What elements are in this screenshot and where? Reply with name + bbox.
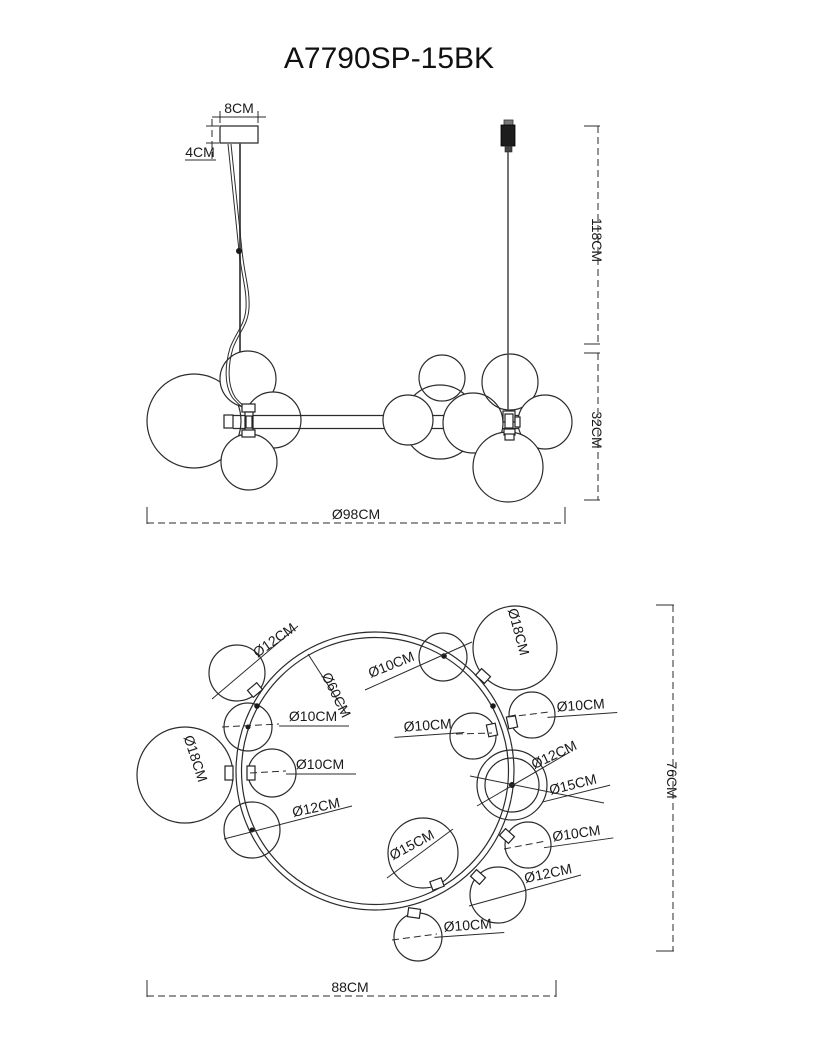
cable-grip: [501, 120, 515, 152]
ball-label-text: Ø10CM: [556, 695, 606, 715]
ball-label: [546, 695, 617, 718]
page-title: A7790SP-15BK: [283, 42, 495, 75]
grip-nipple: [505, 146, 512, 152]
leader-line-dashed: [392, 934, 437, 940]
clamp: [476, 669, 491, 684]
hub-cap: [505, 434, 514, 440]
attachment-dot: [490, 703, 496, 709]
ball-label-text: Ø10CM: [288, 708, 338, 724]
hub-cap: [242, 430, 255, 437]
hub-flange: [515, 417, 520, 427]
ball-label-text: Ø10CM: [295, 756, 345, 772]
dimension-plan-width: [147, 979, 556, 997]
clamp: [430, 878, 444, 891]
dimension-canopy-width: [212, 100, 266, 123]
clamp: [248, 683, 263, 698]
ball-label: [393, 715, 464, 738]
glass-ball: [473, 432, 543, 502]
grip-body: [501, 125, 515, 146]
ball-label-text: Ø10CM: [403, 715, 453, 735]
side-view: [147, 100, 605, 524]
dimension-label: 76CM: [664, 761, 680, 799]
clamp: [500, 829, 515, 844]
ball-label: [433, 915, 504, 938]
ball-label-text: Ø12CM: [522, 860, 574, 886]
hub-inner: [246, 416, 252, 428]
ball-label-text: Ø12CM: [290, 794, 342, 820]
ball-label-text: Ø15CM: [386, 826, 437, 863]
ball-label: [542, 820, 614, 848]
ball-label-text: Ø12CM: [249, 619, 299, 661]
dimension-label: 4CM: [185, 144, 215, 160]
dimension-label: 8CM: [224, 100, 254, 116]
leader-lines: [212, 626, 604, 940]
glass-ball: [221, 434, 277, 490]
ball-label-text: Ø10CM: [551, 821, 602, 845]
ball-label: [529, 737, 579, 772]
hub-inner: [505, 414, 513, 428]
ball-label: [387, 826, 437, 863]
dimension-plan-height: [656, 605, 680, 951]
ball-label: [250, 620, 299, 661]
dimension-label: Ø98CM: [331, 506, 381, 522]
wire-knot: [236, 248, 242, 254]
ball-label: [505, 606, 533, 657]
glass-ball-plan: [505, 822, 551, 868]
ball-label: [181, 733, 211, 784]
dimension-suspension-height: [584, 126, 605, 344]
dimension-canopy-height: [185, 119, 219, 160]
ball-label-text: Ø18CM: [504, 606, 533, 658]
ball-label-text: Ø15CM: [547, 770, 599, 798]
ceiling-canopy: [220, 126, 258, 143]
ball-label: [523, 860, 574, 886]
ball-label-text: Ø10CM: [443, 915, 493, 935]
ball-label: [286, 756, 356, 774]
dimension-label: 32CM: [589, 411, 605, 449]
dimension-fixture-height: [584, 353, 605, 500]
dimension-overall-diameter: [147, 506, 565, 524]
ball-label-text: Ø10CM: [365, 647, 417, 681]
plan-view: [137, 605, 680, 997]
ring-label-text: Ø60CM: [318, 669, 355, 720]
clamp: [225, 766, 233, 780]
socket-bracket: [224, 415, 233, 428]
glass-ball: [383, 395, 433, 445]
attachment-dot: [254, 703, 260, 709]
clamp: [407, 908, 420, 919]
clamp: [486, 723, 497, 737]
glass-ball-plan: [509, 692, 555, 738]
leader-line-dashed: [508, 712, 549, 717]
dimension-label: 118CM: [589, 217, 605, 263]
ball-label: [366, 648, 417, 681]
leader-line-dashed: [504, 841, 546, 849]
ball-label-text: Ø18CM: [180, 733, 211, 784]
hub-cap: [242, 404, 255, 412]
dimension-label: 88CM: [331, 979, 369, 995]
ball-label: [291, 794, 342, 820]
ball-label-text: Ø12CM: [528, 737, 580, 772]
